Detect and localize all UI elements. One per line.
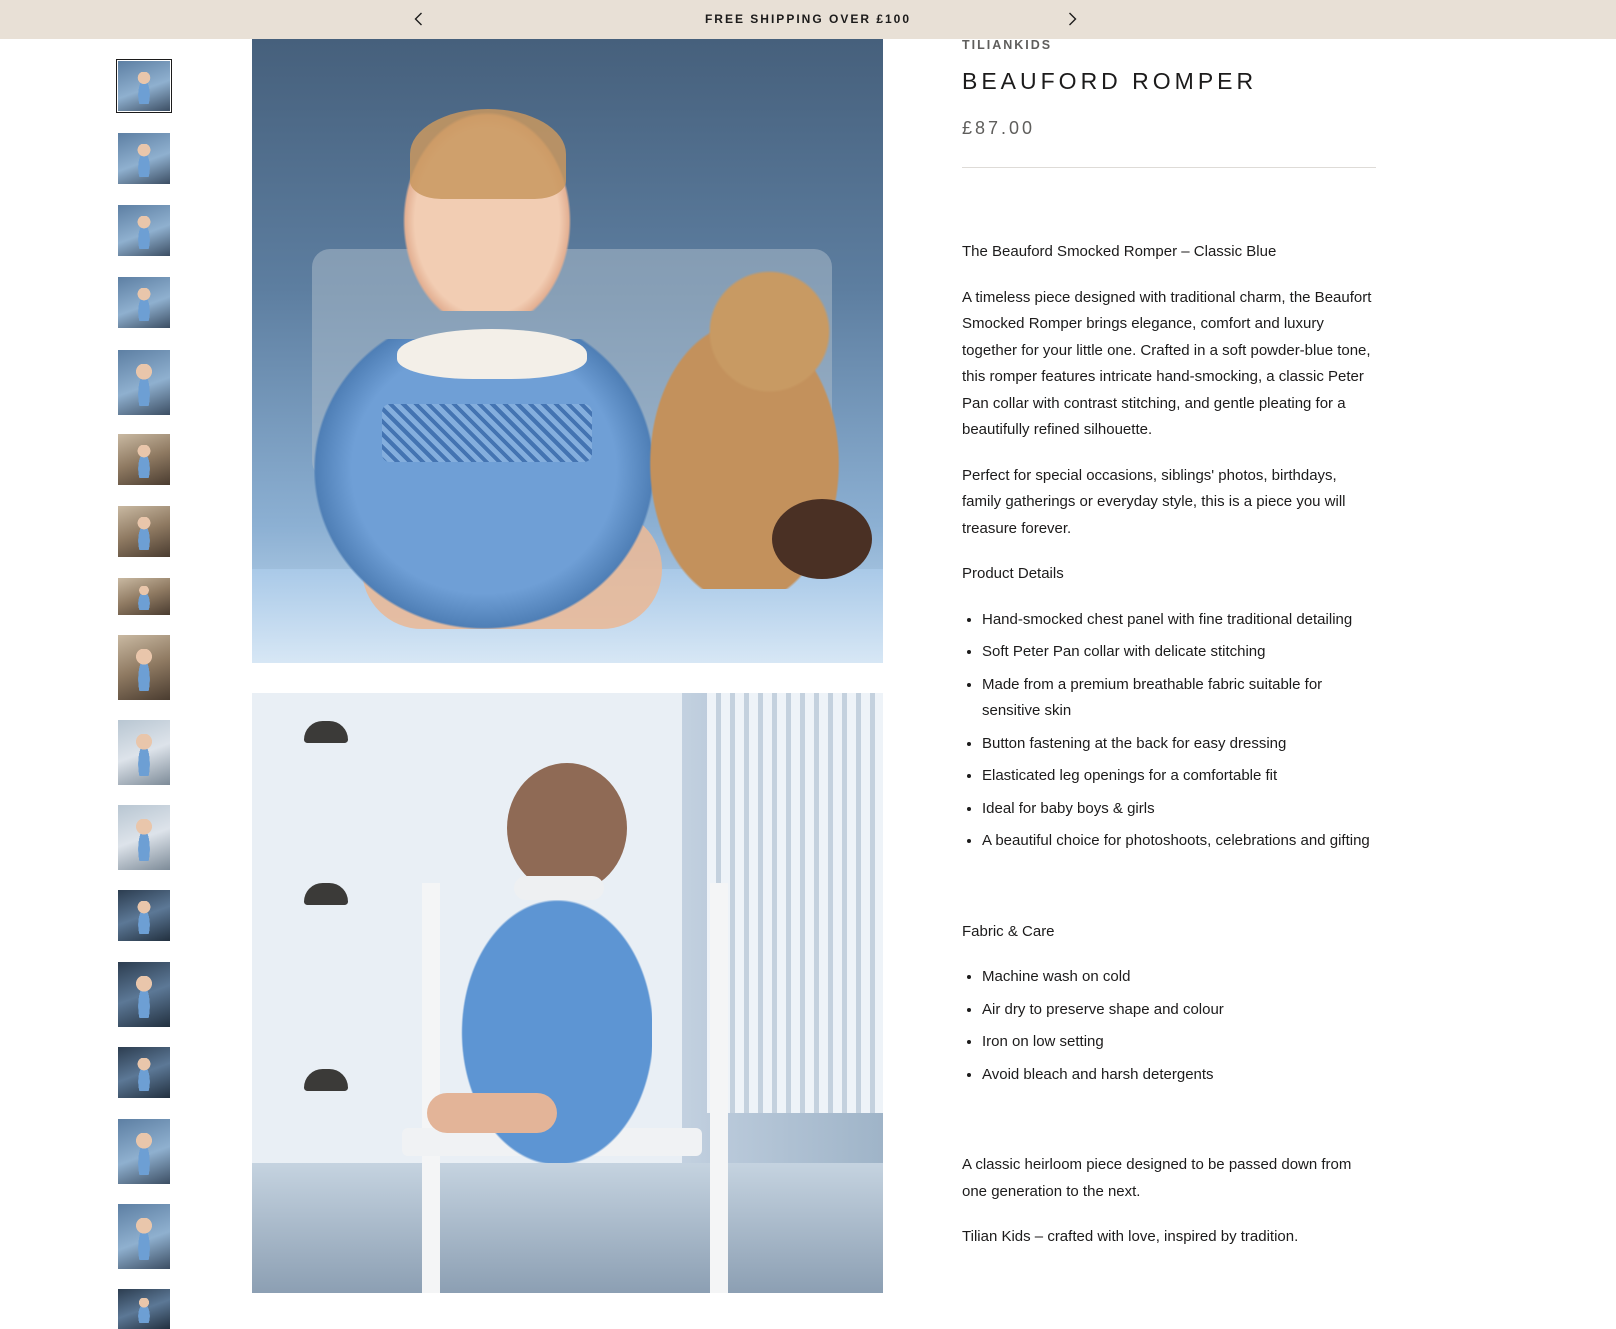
thumbnail[interactable] bbox=[118, 962, 170, 1027]
thumbnail[interactable] bbox=[118, 805, 170, 870]
list-item: • Made from a premium breathable fabric suitable for sensitive skin bbox=[982, 672, 1377, 725]
list-item: • Elasticated leg openings for a comfortable fit bbox=[982, 763, 1377, 790]
thumbnail[interactable] bbox=[118, 1204, 170, 1269]
list-item: • Air dry to preserve shape and colour bbox=[982, 997, 1377, 1024]
thumbnail[interactable] bbox=[118, 890, 170, 941]
thumbnail[interactable] bbox=[118, 506, 170, 557]
care-heading: Fabric & Care bbox=[962, 922, 1055, 940]
product-image-1[interactable] bbox=[252, 39, 883, 663]
spacer bbox=[962, 1107, 1377, 1152]
details-list bbox=[962, 607, 1377, 855]
list-item: • Machine wash on cold bbox=[982, 964, 1377, 991]
description-intro: The Beauford Smocked Romper – Classic Blue bbox=[962, 243, 1277, 260]
announcement-next-button[interactable] bbox=[1062, 9, 1082, 29]
thumbnail[interactable] bbox=[118, 434, 170, 485]
thumbnail[interactable] bbox=[118, 1119, 170, 1184]
description-paragraph: A timeless piece designed with traditional charm, the Beaufort Smocked Romper brings elegance, comfort and luxury together for your little one. Crafted in a soft powder-blue tone, this romper features intricate hand-smocking, a classic Peter Pan collar with contrast stitching, and gentle pleating for a beautifully refined silhouette. bbox=[962, 288, 1372, 438]
product-image-2[interactable] bbox=[252, 693, 883, 1293]
list-item: • Iron on low setting bbox=[982, 1029, 1377, 1056]
product-description bbox=[962, 239, 1377, 1270]
list-item: • Soft Peter Pan collar with delicate stitching bbox=[982, 639, 1377, 666]
list-item: • A beautiful choice for photoshoots, celebrations and gifting bbox=[982, 828, 1377, 855]
thumbnail[interactable] bbox=[118, 133, 170, 184]
list-item: • Ideal for baby boys & girls bbox=[982, 796, 1377, 823]
closing-text: A classic heirloom piece designed to be passed down from one generation to the next. bbox=[962, 1156, 1352, 1200]
thumbnail[interactable] bbox=[118, 1047, 170, 1098]
vendor-link[interactable]: TILIANKIDS bbox=[962, 38, 1053, 52]
announcement-text: FREE SHIPPING OVER £100 bbox=[704, 12, 912, 26]
thumbnail[interactable] bbox=[118, 277, 170, 328]
thumbnail[interactable] bbox=[118, 350, 170, 415]
thumbnail[interactable] bbox=[118, 205, 170, 256]
product-title: BEAUFORD ROMPER bbox=[962, 68, 1258, 94]
care-list bbox=[962, 964, 1377, 1088]
list-item: • Hand-smocked chest panel with fine traditional detailing bbox=[982, 607, 1377, 634]
thumbnail[interactable] bbox=[118, 1289, 170, 1329]
list-item: • Avoid bleach and harsh detergents bbox=[982, 1062, 1377, 1089]
thumbnail[interactable] bbox=[118, 61, 170, 111]
details-heading: Product Details bbox=[962, 565, 1064, 582]
thumbnail[interactable] bbox=[118, 720, 170, 785]
thumbnail[interactable] bbox=[118, 578, 170, 615]
thumbnail[interactable] bbox=[118, 635, 170, 700]
chevron-right-icon bbox=[1062, 9, 1082, 29]
divider bbox=[962, 167, 1376, 168]
signoff-text: Tilian Kids – crafted with love, inspired by tradition. bbox=[962, 1228, 1299, 1245]
product-price: £87.00 bbox=[962, 118, 1036, 138]
spacer bbox=[962, 874, 1377, 919]
description-paragraph: Perfect for special occasions, siblings' photos, birthdays, family gatherings or everyday style, this is a piece you will treasure forever. bbox=[962, 466, 1346, 537]
announcement-bar bbox=[0, 0, 1616, 39]
list-item: • Button fastening at the back for easy dressing bbox=[982, 731, 1377, 758]
